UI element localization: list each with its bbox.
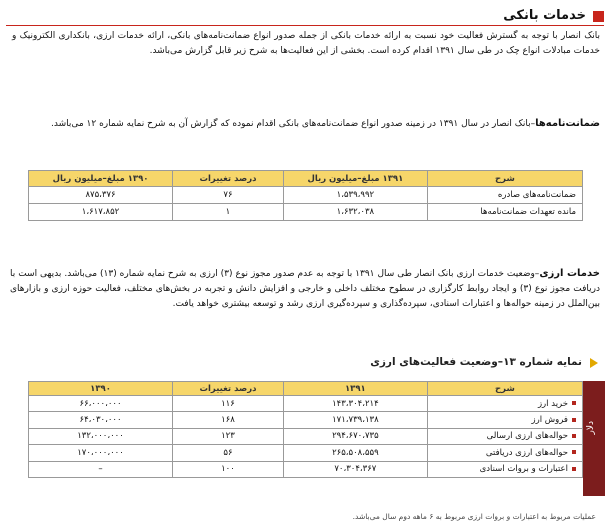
bullet-icon bbox=[572, 418, 576, 422]
table-cell: ۱۲۳ bbox=[173, 428, 284, 444]
column-header: شرح bbox=[427, 171, 582, 187]
table-cell: ۵۶ bbox=[173, 445, 284, 461]
table-cell: ۷۰،۳۰۴،۳۶۷ bbox=[283, 461, 427, 477]
fx-heading: خدمات ارزی bbox=[539, 268, 600, 279]
table-cell: ۱،۵۳۹،۹۹۲ bbox=[283, 187, 427, 204]
fx-text: –وضعیت خدمات ارزی بانک انصار طی سال ۱۳۹۱ با توجه به عدم صدور مجوز نوع (۳) ارزی به شرح نمایه شماره (۱۳) می‌باشد. بدیهی است با دریافت مجوز نوع (۳) و ایجاد روابط کارگزاری در سطوح مختلف داخلی و خارجی و افزایش دانش و تجربه در بخش‌های مختلف، فعالیت حوزه ارزی و بازارهای بین‌الملل در زمینه حواله‌ها و اعتبارات اسنادی، سپرده‌گذاری و سپرده‌گیری ارزی رشد و توسعه بیشتری خواهد یافت. bbox=[10, 269, 600, 309]
table-cell: ۶۶،۰۰۰،۰۰۰ bbox=[29, 396, 173, 412]
row-label: ضمانت‌نامه‌های صادره bbox=[427, 187, 582, 204]
row-label: خرید ارز bbox=[427, 396, 582, 412]
table-cell: ۱۰۰ bbox=[173, 461, 284, 477]
guarantees-text: –بانک انصار در سال ۱۳۹۱ در زمینه صدور انواع ضمانت‌نامه‌های بانکی اقدام نموده که گزارش آن به شرح نمایه شماره ۱۲ می‌باشد. bbox=[50, 119, 536, 129]
table-row bbox=[29, 396, 583, 412]
table-row bbox=[29, 428, 583, 444]
currency-side-band bbox=[583, 381, 605, 496]
guarantees-table bbox=[28, 170, 583, 221]
column-header: درصد تغییرات bbox=[173, 382, 284, 396]
row-label: حواله‌های ارزی ارسالی bbox=[427, 428, 582, 444]
table-cell: ۸۷۵،۳۷۶ bbox=[29, 187, 173, 204]
table-cell: ۶۴،۰۳۰،۰۰۰ bbox=[29, 412, 173, 428]
table-cell: ۷۶ bbox=[173, 187, 284, 204]
table-cell: ۲۶۵،۵۰۸،۵۵۹ bbox=[283, 445, 427, 461]
bullet-icon bbox=[572, 467, 576, 471]
table-header-row bbox=[29, 171, 583, 187]
row-label: فروش ارز bbox=[427, 412, 582, 428]
fx-table bbox=[28, 381, 583, 478]
table-cell: ۱،۶۱۷،۸۵۲ bbox=[29, 204, 173, 221]
table-row bbox=[29, 445, 583, 461]
footnote: عملیات مربوط به اعتبارات و بروات ارزی مربوط به ۶ ماهه دوم سال می‌باشد. bbox=[352, 512, 596, 521]
bullet-icon bbox=[572, 401, 576, 405]
column-header: درصد تغییرات bbox=[173, 171, 284, 187]
table-cell: ۱۷۱،۷۳۹،۱۳۸ bbox=[283, 412, 427, 428]
table-row bbox=[29, 204, 583, 221]
fx-paragraph bbox=[10, 266, 600, 312]
bullet-icon bbox=[572, 434, 576, 438]
guarantees-paragraph bbox=[10, 116, 600, 132]
table-cell: ۱۴۳،۳۰۴،۲۱۴ bbox=[283, 396, 427, 412]
currency-label: دلار bbox=[586, 421, 596, 435]
fx-table-caption: نمایه شماره ۱۳–وضعیت فعالیت‌های ارزی bbox=[370, 356, 582, 368]
table-cell: ۲۹۴،۶۷۰،۷۳۵ bbox=[283, 428, 427, 444]
table-cell: ۱۷۰،۰۰۰،۰۰۰ bbox=[29, 445, 173, 461]
column-header: شرح bbox=[427, 382, 582, 396]
column-header: ۱۳۹۱ مبلغ–میلیون ریال bbox=[283, 171, 427, 187]
row-label: اعتبارات و بروات اسنادی bbox=[427, 461, 582, 477]
section-title: خدمات بانکی bbox=[503, 8, 586, 23]
section-divider bbox=[6, 25, 604, 26]
table-cell: – bbox=[29, 461, 173, 477]
table-cell: ۱،۶۳۲،۰۳۸ bbox=[283, 204, 427, 221]
table-cell: ۱۳۲،۰۰۰،۰۰۰ bbox=[29, 428, 173, 444]
fx-table-container bbox=[28, 381, 583, 478]
table-cell: ۱ bbox=[173, 204, 284, 221]
table-cell: ۱۱۶ bbox=[173, 396, 284, 412]
intro-paragraph: بانک انصار با توجه به گسترش فعالیت خود نسبت به ارائه خدمات بانکی از جمله صدور انواع ضمانت‌نامه‌های بانکی، ارائه خدمات ارزی، بانکداری الکترونیک و خدمات مبادلات انواع چک در طی سال ۱۳۹۱ اقدام کرده است. بخشی از این فعالیت‌ها به شرح زیر قابل گزارش می‌باشد. bbox=[12, 31, 600, 56]
table-cell: ۱۶۸ bbox=[173, 412, 284, 428]
row-label: حواله‌های ارزی دریافتی bbox=[427, 445, 582, 461]
row-label: مانده تعهدات ضمانت‌نامه‌ها bbox=[427, 204, 582, 221]
table-row bbox=[29, 412, 583, 428]
column-header: ۱۳۹۰ مبلغ–میلیون ریال bbox=[29, 171, 173, 187]
bullet-icon bbox=[572, 450, 576, 454]
table-header-row bbox=[29, 382, 583, 396]
column-header: ۱۳۹۱ bbox=[283, 382, 427, 396]
guarantees-heading: ضمانت‌نامه‌ها bbox=[535, 118, 600, 129]
column-header: ۱۳۹۰ bbox=[29, 382, 173, 396]
table-row bbox=[29, 461, 583, 477]
table-row bbox=[29, 187, 583, 204]
